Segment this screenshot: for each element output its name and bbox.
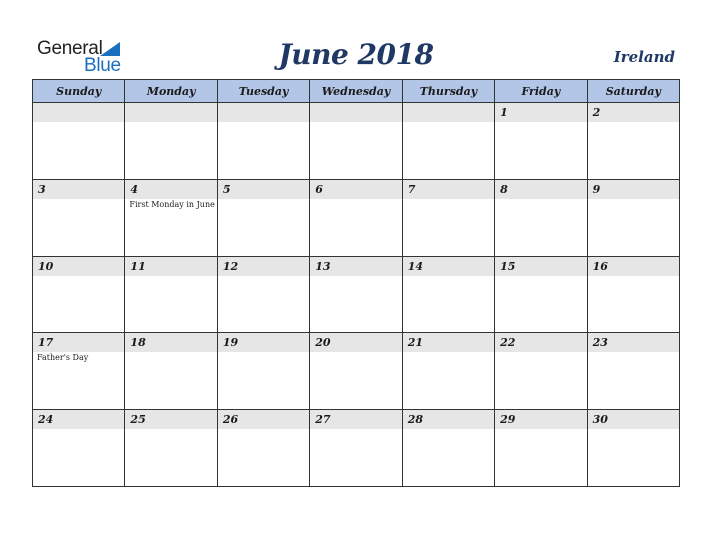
weekday-header-friday: Friday — [495, 80, 587, 103]
day-cell — [403, 180, 495, 257]
day-number-band — [403, 333, 494, 352]
weekday-header-saturday: Saturday — [588, 80, 680, 103]
day-cell — [310, 103, 402, 180]
day-number: 11 — [130, 259, 146, 273]
day-cell — [310, 410, 402, 487]
day-number-band — [310, 257, 401, 276]
calendar-title: June 2018 — [278, 38, 434, 71]
day-number-band — [33, 257, 124, 276]
day-cell — [125, 103, 217, 180]
day-number-band — [588, 257, 679, 276]
day-cell — [33, 103, 125, 180]
weekday-header-wednesday: Wednesday — [310, 80, 402, 103]
day-number-band — [495, 103, 586, 122]
day-number: 23 — [592, 336, 608, 350]
day-number-band — [495, 257, 586, 276]
day-number: 18 — [130, 336, 146, 350]
day-cell — [218, 180, 310, 257]
day-number-band — [403, 180, 494, 199]
day-number: 30 — [592, 413, 608, 427]
day-number-band — [218, 257, 309, 276]
day-cell — [403, 333, 495, 410]
day-number: 17 — [38, 336, 54, 350]
day-number-band — [125, 410, 216, 429]
day-cell — [125, 410, 217, 487]
day-number-band — [33, 410, 124, 429]
day-number-band — [125, 180, 216, 199]
day-number: 2 — [592, 106, 601, 119]
day-number: 28 — [407, 413, 424, 427]
day-number: 9 — [592, 182, 601, 196]
day-cell — [403, 257, 495, 334]
day-cell — [310, 180, 402, 257]
day-cell — [218, 410, 310, 487]
day-number: 4 — [130, 182, 139, 196]
day-cell — [218, 333, 310, 410]
day-number-band — [125, 103, 216, 122]
day-number: 7 — [407, 182, 416, 196]
day-number-band — [218, 103, 309, 122]
day-number: 5 — [222, 182, 231, 196]
day-cell — [495, 180, 587, 257]
day-number: 27 — [315, 413, 331, 427]
day-cell — [33, 257, 125, 334]
day-cell — [33, 333, 125, 410]
day-cell — [495, 410, 587, 487]
day-number-band — [218, 180, 309, 199]
day-cell — [33, 180, 125, 257]
day-cell — [125, 180, 217, 257]
day-cell — [588, 257, 680, 334]
day-number-band — [310, 410, 401, 429]
day-number-band — [310, 103, 401, 122]
day-cell — [403, 410, 495, 487]
day-number-band — [403, 257, 494, 276]
day-cell — [33, 410, 125, 487]
day-number-band — [33, 333, 124, 352]
weekday-header-monday: Monday — [125, 80, 217, 103]
day-number-band — [125, 333, 216, 352]
day-number: 19 — [222, 336, 239, 350]
day-cell — [218, 103, 310, 180]
day-number: 6 — [315, 182, 323, 196]
day-number-band — [33, 103, 124, 122]
day-number: 20 — [315, 336, 331, 350]
day-cell — [403, 103, 495, 180]
day-cell — [588, 103, 680, 180]
day-number-band — [125, 257, 216, 276]
day-number: 25 — [130, 413, 146, 427]
day-number-band — [495, 410, 586, 429]
day-number-band — [588, 180, 679, 199]
day-number: 8 — [500, 182, 508, 196]
day-number: 1 — [500, 106, 508, 119]
country-label: Ireland — [613, 48, 675, 66]
day-number-band — [495, 333, 586, 352]
day-event: First Monday in June — [129, 199, 215, 209]
weekday-header-tuesday: Tuesday — [218, 80, 310, 103]
day-number: 29 — [500, 413, 516, 427]
day-number: 26 — [222, 413, 239, 427]
day-number: 24 — [38, 413, 54, 427]
logo-text-general: General — [37, 38, 103, 59]
day-number: 21 — [407, 336, 424, 350]
day-number-band — [495, 180, 586, 199]
weekday-header-sunday: Sunday — [33, 80, 125, 103]
day-cell — [125, 333, 217, 410]
day-number: 22 — [500, 336, 516, 350]
day-number-band — [218, 333, 309, 352]
day-cell — [495, 257, 587, 334]
day-event: Father's Day — [37, 353, 89, 363]
day-number-band — [588, 410, 679, 429]
day-cell — [218, 257, 310, 334]
day-cell — [310, 257, 402, 334]
day-cell — [588, 410, 680, 487]
day-number: 10 — [38, 259, 54, 273]
logo-text-blue: Blue — [84, 55, 121, 76]
day-number-band — [588, 103, 679, 122]
day-cell — [310, 333, 402, 410]
day-cell — [495, 333, 587, 410]
day-number-band — [403, 103, 494, 122]
day-number: 15 — [500, 259, 516, 273]
day-number: 16 — [592, 259, 608, 273]
day-number: 14 — [407, 259, 424, 273]
day-number: 13 — [315, 259, 331, 273]
day-cell — [588, 180, 680, 257]
day-number-band — [218, 410, 309, 429]
day-cell — [125, 257, 217, 334]
day-number: 3 — [38, 182, 46, 196]
day-number-band — [310, 333, 401, 352]
calendar-grid — [32, 79, 680, 487]
day-number-band — [310, 180, 401, 199]
weekday-header-thursday: Thursday — [403, 80, 495, 103]
day-number-band — [33, 180, 124, 199]
day-cell — [495, 103, 587, 180]
day-number-band — [403, 410, 494, 429]
day-number: 12 — [222, 259, 239, 273]
day-number-band — [588, 333, 679, 352]
day-cell — [588, 333, 680, 410]
